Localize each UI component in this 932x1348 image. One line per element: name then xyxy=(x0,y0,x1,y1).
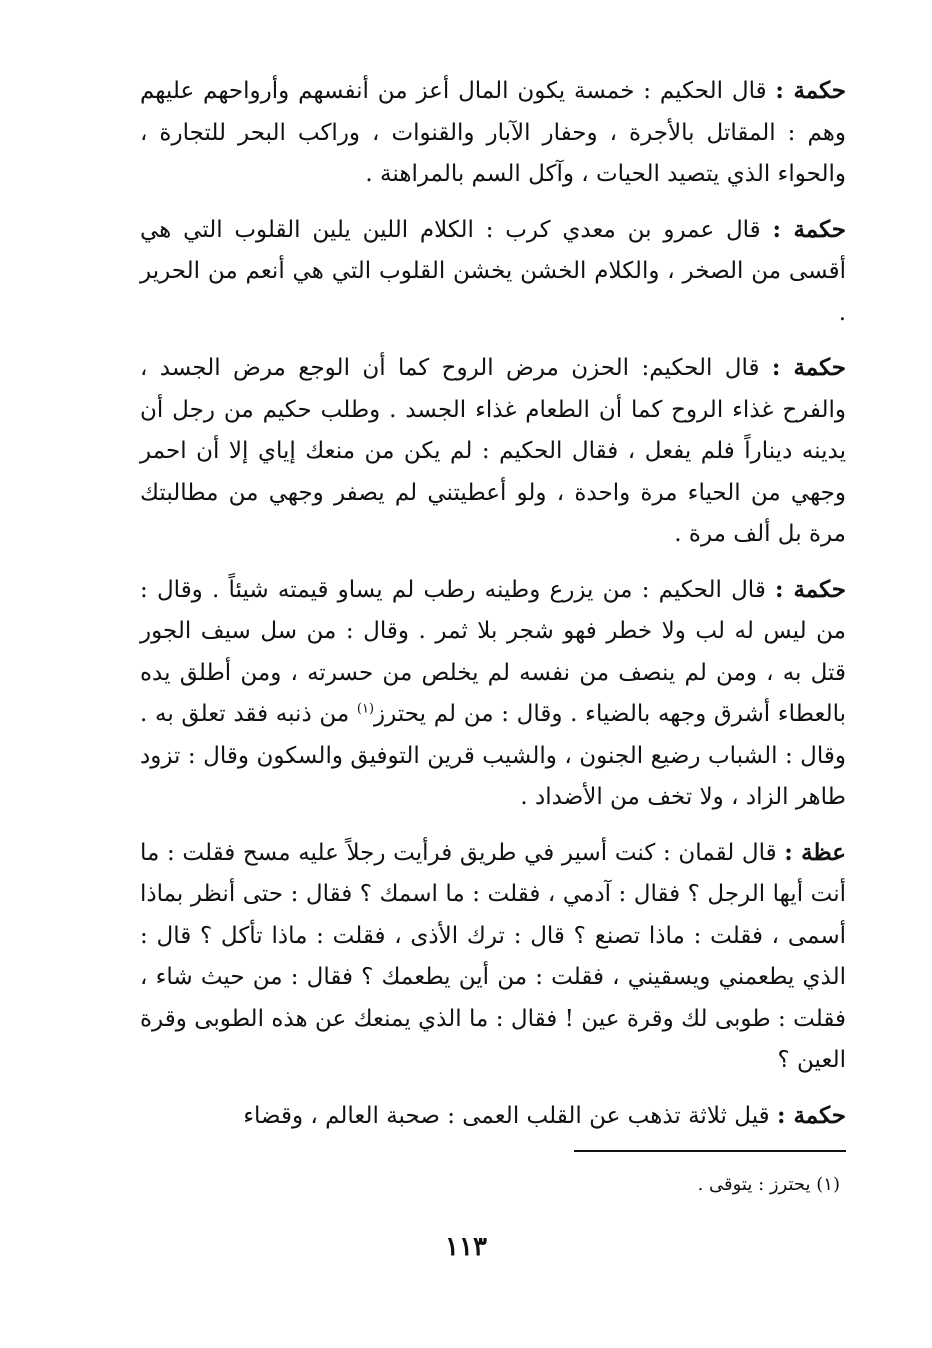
paragraph-label: حكمة : xyxy=(772,215,846,243)
paragraph-wisdom-2 xyxy=(140,209,846,335)
paragraph-label: حكمة : xyxy=(771,354,846,381)
paragraph-text: قال الحكيم : خمسة يكون المال أعز من أنفسهم وأرواحهم عليهم وهم : المقاتل بالأجرة ، وحفار الآبار والقنوات ، وراكب البحر للتجارة ، والحواء الذي يتصيد الحيات ، وآكل السم بالمراهنة . xyxy=(140,78,846,187)
paragraph-wisdom-3 xyxy=(140,347,846,556)
paragraph-wisdom-5 xyxy=(140,1095,846,1138)
footnote: (١) يحترز : يتوقى . xyxy=(697,1174,840,1195)
paragraph-wisdom-1 xyxy=(140,70,846,196)
paragraph-text: قال عمرو بن معدي كرب : الكلام اللين يلين القلوب التي هي أقسى من الصخر ، والكلام الخشن يخشن القلوب التي هي أنعم من الحرير . xyxy=(140,216,846,326)
paragraph-label: حكمة : xyxy=(775,575,847,603)
paragraph-text: قيل ثلاثة تذهب عن القلب العمى : صحبة العالم ، وقضاء xyxy=(243,1102,777,1129)
paragraph-label: عظة : xyxy=(784,838,846,866)
paragraph-wisdom-4 xyxy=(140,569,846,819)
footnote-marker: (١) xyxy=(356,701,375,717)
footnote-divider xyxy=(574,1150,846,1152)
paragraph-label: حكمة : xyxy=(775,77,846,104)
paragraph-text: قال لقمان : كنت أسير في طريق فرأيت رجلاً عليه مسح فقلت : ما أنت أيها الرجل ؟ فقال : آدمي ، فقلت : ما اسمك ؟ فقال : حتى أنظر بماذا أسمى ، فقلت : ماذا تصنع ؟ قال : ترك الأذى ، فقلت : ماذا تأكل ؟ قال : الذي يطعمني ويسقيني ، فقلت : من أين يطعمك ؟ فقال : من حيث شاء ، فقلت : طوبى لك وقرة عين ! فقال : ما الذي يمنعك عن هذه الطوبى وقرة العين ؟ xyxy=(140,839,846,1073)
paragraph-text-continued: من ذنبه فقد تعلق به . وقال : الشباب رضيع الجنون ، والشيب قرين التوفيق والسكون وقال : تزود طاهر الزاد ، ولا تخف من الأضداد . xyxy=(140,701,846,810)
page-number: ١١٣ xyxy=(445,1232,487,1262)
paragraph-text: قال الحكيم : من يزرع وطينه رطب لم يساو قيمته شيئاً . وقال : من ليس له لب ولا خطر فهو شجر بلا ثمر . وقال : من سل سيف الجور قتل به ، ومن لم ينصف من نفسه لم يخلص من حسرته ، ومن أطلق يده بالعطاء أشرق وجهه بالضياء . وقال : من لم يحترز xyxy=(140,576,847,727)
paragraph-label: حكمة : xyxy=(776,1101,846,1129)
paragraph-sermon xyxy=(140,832,846,1082)
main-text xyxy=(140,70,846,1150)
paragraph-text: قال الحكيم: الحزن مرض الروح كما أن الوجع مرض الجسد ، والفرح غذاء الروح كما أن الطعام غذاء الجسد . وطلب حكيم من رجل أن يدينه ديناراً فلم يفعل ، فقال الحكيم : لم يكن من منعك إياي إلا أن احمر وجهي من الحياء مرة واحدة ، ولو أعطيتني لم يصفر وجهي من مطالبتك مرة بل ألف مرة . xyxy=(140,355,846,547)
